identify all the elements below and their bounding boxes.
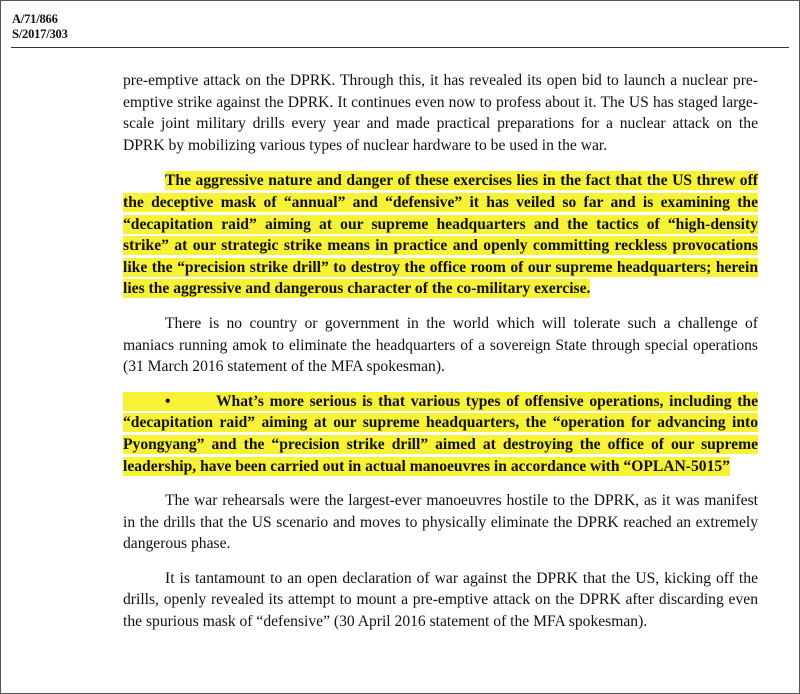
highlighted-text: [123, 392, 758, 476]
paragraph-2-highlighted: [123, 170, 758, 300]
document-symbol-s: S/2017/303: [12, 27, 68, 41]
highlighted-text: The aggressive nature and danger of these exercises lies in the fact that the US threw off the deceptive mask of “annual” and “defensive” it has veiled so far and is examining the “decapitation raid” aiming at our supreme headquarters and the tactics of “high-density strike” at our strategic strike means in practice and openly committing reckless provocations like the “precision strike drill” to destroy the office room of our supreme headquarters; herein lies the aggressive and dangerous character of the co-military exercise.: [123, 172, 758, 298]
paragraph-5: The war rehearsals were the largest-ever manoeuvres hostile to the DPRK, as it was manifest in the drills that the US scenario and moves to physically eliminate the DPRK reached an extremely dangerous phase.: [123, 492, 758, 553]
paragraph-3: There is no country or government in the world which will tolerate such a challenge of maniacs running amok to eliminate the headquarters of a sovereign State through special operations (31 March 2016 statement of the MFA spokesman).: [123, 314, 758, 376]
bullet-marker: •: [165, 392, 171, 410]
header-divider: [11, 47, 789, 48]
paragraph-6: It is tantamount to an open declaration of war against the DPRK that the US, kicking off the drills, openly revealed its attempt to mount a pre-emptive attack on the DPRK after discarding even the spurious mask of “defensive” (30 April 2016 statement of the MFA spokesman).: [123, 569, 758, 631]
paragraph-1: pre-emptive attack on the DPRK. Through this, it has revealed its open bid to launch a nuclear pre-emptive strike against the DPRK. It continues even now to profess about it. The US has staged large-scale joint military drills every year and made practical preparations for a nuclear attack on the DPRK by mobilizing various types of nuclear hardware to be used in the war.: [123, 72, 758, 154]
bullet-text: What’s more serious is that various types of offensive operations, including the “decapitation raid” aiming at our supreme headquarters, the “operation for advancing into Pyongyang” and the “precision strike drill” aimed at destroying the office of our supreme leadership, have been carried out in actual manoeuvres in accordance with “OPLAN-5015”: [123, 392, 759, 475]
document-symbol-a: A/71/866: [12, 12, 58, 26]
paragraph-4-bullet-highlighted: [123, 391, 758, 477]
document-body: [123, 70, 758, 646]
document-symbols: [12, 12, 68, 42]
